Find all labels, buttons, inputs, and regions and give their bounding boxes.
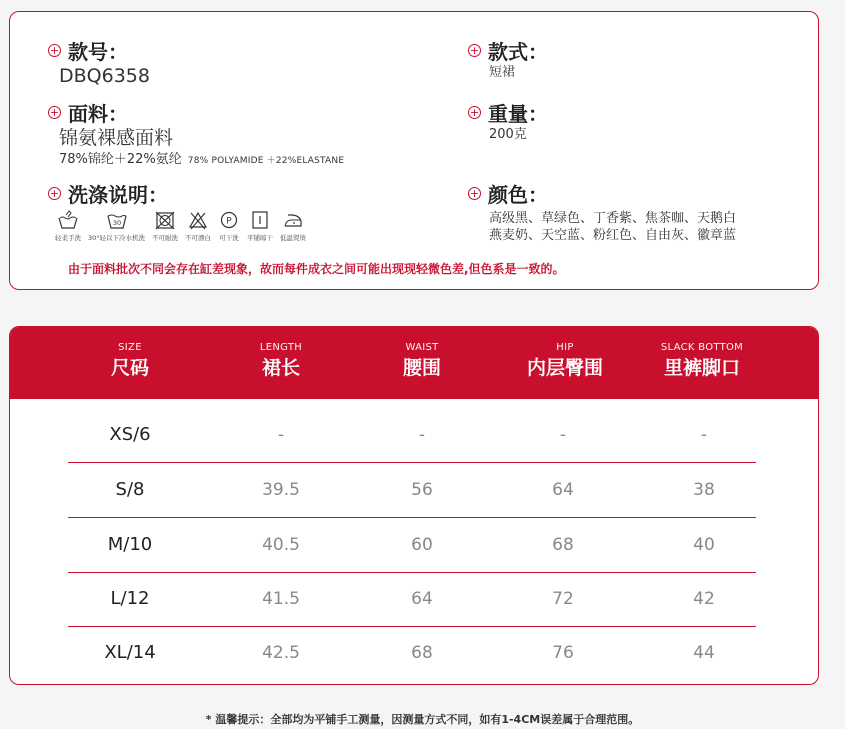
cell-hip: 76: [552, 643, 574, 663]
header-hip-en: HIP: [556, 342, 574, 353]
cell-size: L/12: [110, 588, 150, 609]
header-waist: [342, 342, 502, 382]
circle-plus-icon: +: [469, 105, 480, 119]
cell-slack-bottom: 40: [693, 535, 715, 555]
header-slack-bottom: [622, 342, 782, 382]
gentle-hand-wash-icon: [57, 210, 79, 230]
fabric-field: [48, 99, 344, 170]
care-item-label: 可干洗: [219, 234, 239, 242]
header-slack-bottom-en: SLACK BOTTOM: [660, 342, 744, 353]
circle-plus-icon: +: [469, 186, 480, 200]
circle-plus-icon: +: [49, 186, 60, 200]
cell-hip: -: [559, 425, 567, 445]
svg-text:P: P: [226, 216, 232, 227]
header-slack-bottom-cn: 里裤脚口: [663, 357, 740, 379]
style-no-field: [48, 37, 150, 89]
cell-length: 42.5: [262, 643, 300, 663]
cell-length: -: [277, 425, 285, 445]
circle-plus-icon: +: [49, 43, 60, 57]
cell-slack-bottom: 42: [693, 589, 715, 609]
care-item-label: 不可漂白: [185, 234, 212, 242]
cell-hip: 64: [552, 480, 574, 500]
weight-label: 重量：: [488, 101, 548, 126]
header-hip: [485, 342, 645, 382]
care-item: [218, 210, 240, 242]
cell-size: S/8: [115, 479, 145, 500]
fabric-composition: [59, 151, 344, 170]
color-line-1: 高级黑、草绿色、丁香紫、焦茶咖、天鹅白: [489, 211, 737, 226]
iron-low-icon: [282, 210, 304, 230]
care-icons-row: [55, 210, 313, 242]
care-item-label: 30°轻以下冷水机洗: [88, 234, 146, 242]
size-chart-card: [9, 326, 819, 685]
weight-value: 200克: [489, 127, 527, 142]
fabric-value: 锦氨裸感面料: [59, 127, 174, 149]
care-item: [247, 210, 273, 242]
machine-wash-30-icon: [106, 210, 128, 230]
dry-clean-p-icon: [218, 210, 240, 230]
circle-plus-icon: +: [469, 43, 480, 57]
cell-length: 40.5: [262, 535, 300, 555]
care-item-label: 平铺晾干: [247, 234, 274, 242]
cell-size: XS/6: [109, 424, 151, 445]
color-list: [489, 210, 736, 244]
header-hip-cn: 内层臀围: [526, 357, 603, 379]
cell-waist: 68: [411, 643, 433, 663]
style-no-value: DBQ6358: [59, 65, 150, 87]
table-row: [68, 408, 756, 463]
care-item: [280, 210, 306, 242]
header-length-en: LENGTH: [259, 342, 303, 353]
cell-waist: 64: [411, 589, 433, 609]
cell-size: XL/14: [104, 642, 156, 663]
cell-size: M/10: [107, 534, 153, 555]
table-row: [68, 572, 756, 627]
color-line-2: 燕麦奶、天空蓝、粉红色、自由灰、徽章蓝: [489, 228, 737, 243]
style-no-label: 款号：: [68, 39, 128, 64]
cell-length: 41.5: [262, 589, 300, 609]
table-row: [68, 463, 756, 518]
cell-slack-bottom: 44: [693, 643, 715, 663]
svg-text:30: 30: [112, 219, 121, 227]
care-item-label: 低温熨烫: [280, 234, 307, 242]
cell-waist: 60: [411, 535, 433, 555]
color-label: 颜色：: [488, 182, 548, 207]
care-item: [185, 210, 211, 242]
table-row: [68, 626, 756, 680]
dry-flat-icon: [249, 210, 271, 230]
style-type-label: 款式：: [488, 39, 548, 64]
fabric-label: 面料：: [68, 101, 128, 126]
header-length-cn: 裙长: [261, 357, 300, 379]
do-not-bleach-icon: [187, 210, 209, 230]
style-type-field: [468, 37, 548, 82]
measurement-footnote: * 温馨提示：全部均为平铺手工测量，因测量方式不同，如有1-4CM误差属于合理范围。: [205, 713, 640, 726]
product-info-card: [9, 11, 819, 290]
care-item-label: 轻柔手洗: [55, 234, 81, 242]
header-size: [50, 342, 210, 382]
circle-plus-icon: +: [49, 105, 60, 119]
style-type-value: 短裙: [489, 65, 516, 80]
cell-waist: -: [418, 425, 426, 445]
do-not-tumble-dry-icon: [154, 210, 176, 230]
care-item: [88, 210, 145, 242]
color-field: [468, 180, 736, 244]
color-difference-notice: 由于面料批次不同会存在缸差现象，故而每件成衣之间可能出现现轻微色差,但色系是一致的。: [68, 262, 565, 276]
wash-field: [48, 180, 313, 242]
cell-length: 39.5: [262, 480, 300, 500]
cell-waist: 56: [411, 480, 433, 500]
weight-field: [468, 99, 548, 144]
table-row: [68, 518, 756, 573]
care-item-label: 不可耐洗: [152, 234, 179, 242]
header-size-en: SIZE: [118, 342, 142, 353]
size-chart-header: [10, 327, 818, 399]
wash-label: 洗涤说明：: [68, 182, 168, 207]
care-item: [55, 210, 81, 242]
cell-slack-bottom: 38: [693, 480, 715, 500]
cell-hip: 68: [552, 535, 574, 555]
fabric-composition-en: 78% POLYAMIDE ＋22%ELASTANE: [187, 156, 345, 166]
cell-slack-bottom: -: [700, 425, 708, 445]
header-waist-cn: 腰围: [402, 357, 441, 379]
fabric-composition-cn: 78%锦纶＋22%氨纶: [59, 152, 182, 167]
header-size-cn: 尺码: [110, 357, 149, 379]
header-waist-en: WAIST: [405, 342, 439, 353]
header-length: [201, 342, 361, 382]
care-item: [152, 210, 178, 242]
cell-hip: 72: [552, 589, 574, 609]
